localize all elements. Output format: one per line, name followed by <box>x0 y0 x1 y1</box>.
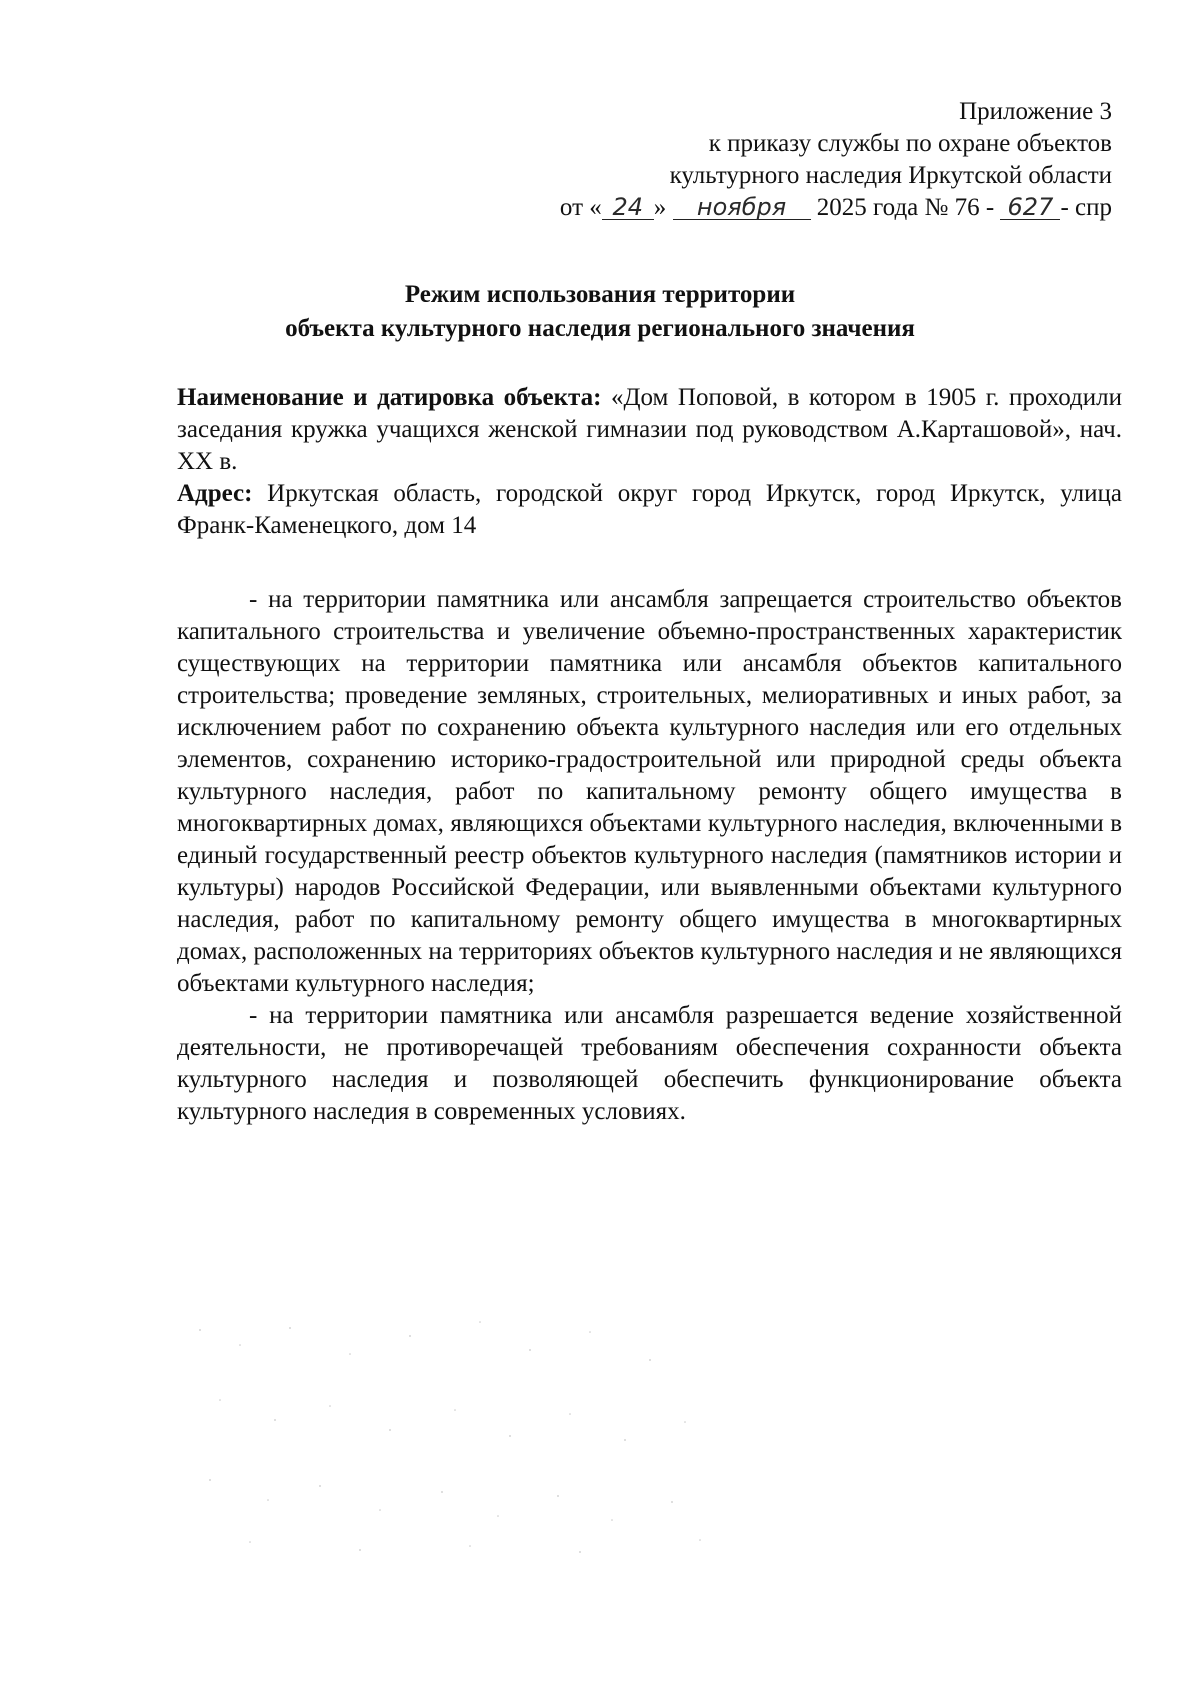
regime-item-permitted: - на территории памятника или ансамбля разрешается ведение хозяйственной деятельности, не противоречащей требованиям обеспечения сохранности объекта культурного наследия и позволяющей обеспечить функционирование объекта культурного наследия в современных условиях. <box>177 1002 1122 1125</box>
object-name-value: «Дом Поповой, в котором в 1905 г. проходили заседания кружка учащихся женской гимназии под руководством А.Карташовой», нач. XX в. <box>177 384 1122 475</box>
handwritten-month: ноября <box>673 195 811 220</box>
order-date-line <box>412 192 1112 224</box>
object-info <box>177 382 1122 542</box>
order-reference-line: к приказу службы по охране объектов <box>708 130 1112 157</box>
authority-name-line: культурного наследия Иркутской области <box>669 162 1112 189</box>
appendix-number: Приложение 3 <box>959 98 1112 125</box>
handwritten-day: 24 <box>602 195 654 220</box>
document-title <box>0 278 1200 346</box>
regime-item-prohibited: - на территории памятника или ансамбля запрещается строительство объектов капитального строительства и увеличение объемно-пространственных характеристик существующих на территории памятника или ансамбля объектов капитального строительства; проведение земляных, строительных, мелиоративных и иных работ, за исключением работ по сохранению объекта культурного наследия или его отдельных элементов, сохранению историко-градостроительной или природной среды объекта культурного наследия, работ по капитальному ремонту общего имущества в многоквартирных домах, являющихся объектами культурного наследия, включенными в единый государственный реестр объектов культурного наследия (памятников истории и культуры) народов Российской Федерации, или выявленными объектами культурного наследия, работ по капитальному ремонту общего имущества в многоквартирных домах, расположенных на территориях объектов культурного наследия и не являющихся объектами культурного наследия; <box>177 586 1122 997</box>
scan-noise <box>180 1310 740 1560</box>
year-and-number-prefix: 2025 года № 76 - <box>816 194 995 221</box>
object-address-label: Адрес: <box>177 480 253 507</box>
object-address-value: Иркутская область, городской округ город Иркутск, город Иркутск, улица Франк-Каменецкого, дом 14 <box>177 480 1123 539</box>
order-suffix: - спр <box>1060 194 1112 221</box>
appendix-header <box>412 96 1112 224</box>
object-name-paragraph <box>177 382 1122 478</box>
date-prefix: от « <box>559 194 602 221</box>
regime-body <box>177 584 1122 1128</box>
handwritten-order-number: 627 <box>1000 195 1060 220</box>
object-name-label: Наименование и датировка объекта: <box>177 384 602 411</box>
title-line-1: Режим использования территории <box>404 281 796 308</box>
object-address-paragraph <box>177 478 1122 542</box>
date-close-quote: » <box>653 194 667 221</box>
title-line-2: объекта культурного наследия регионального значения <box>285 315 915 342</box>
